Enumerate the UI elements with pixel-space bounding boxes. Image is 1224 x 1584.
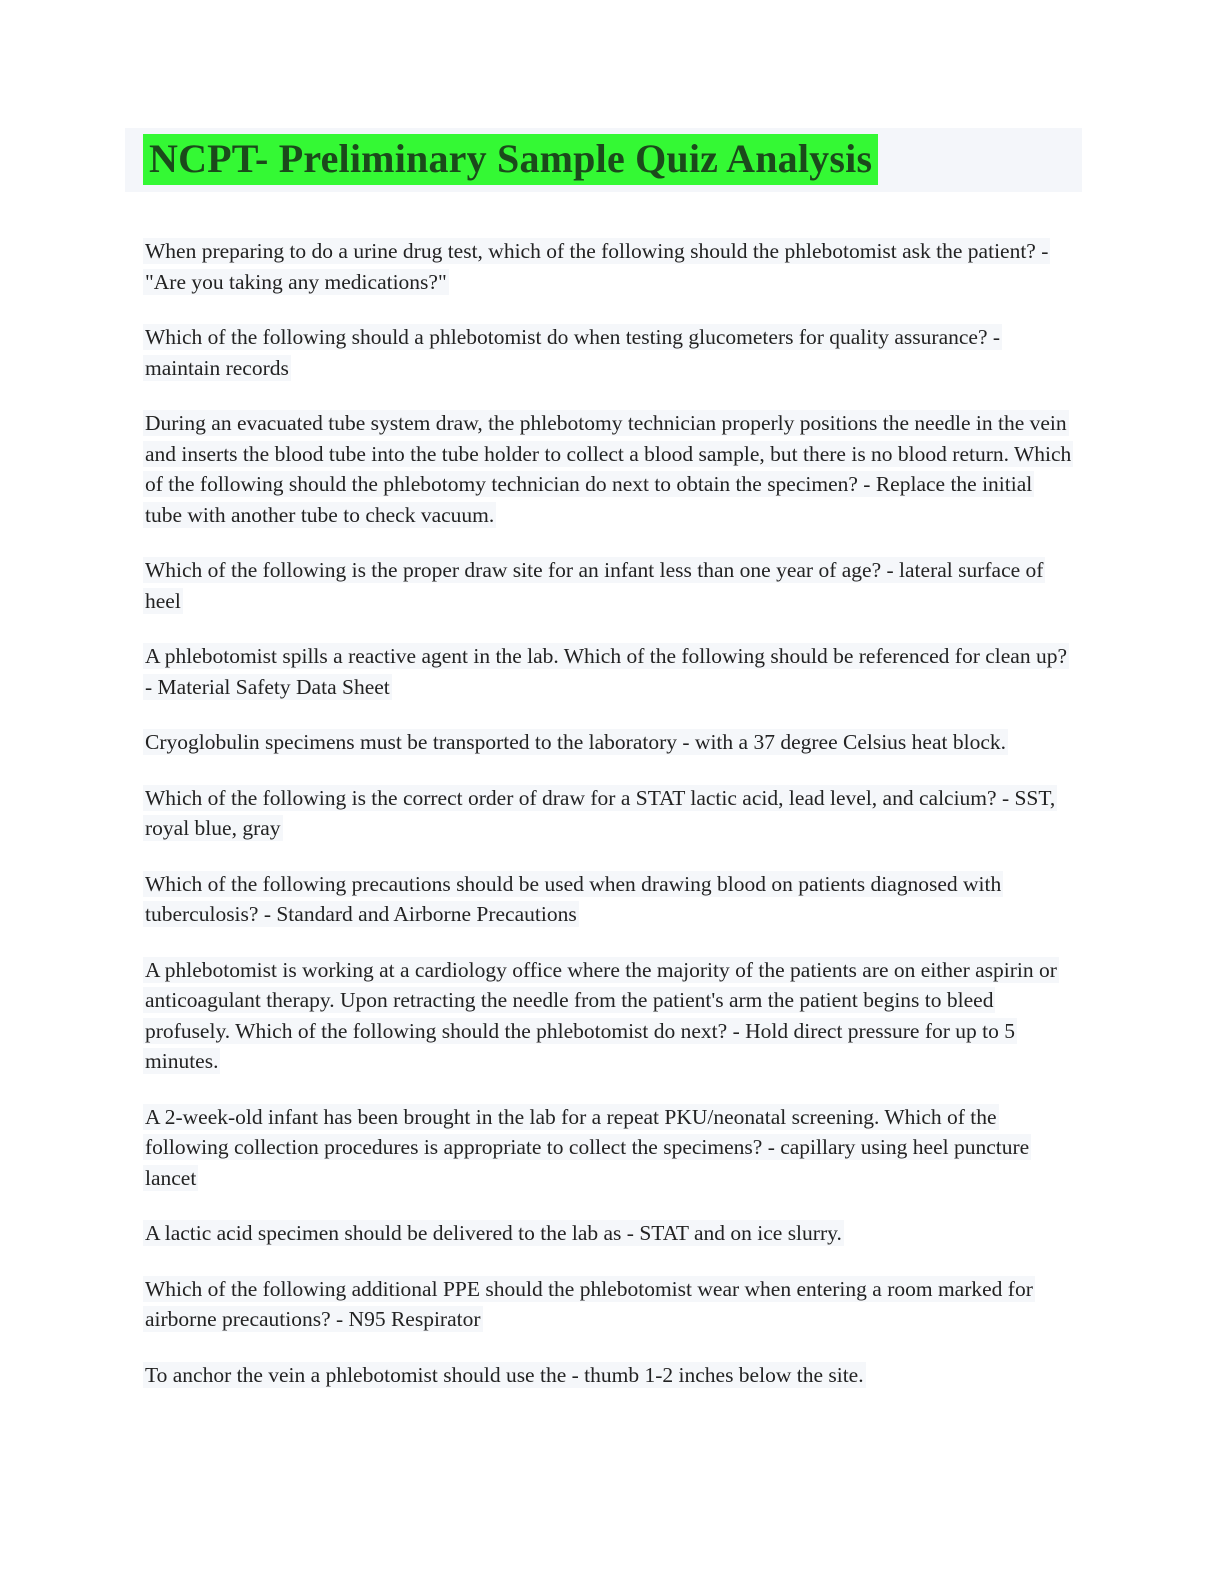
qa-text: A phlebotomist spills a reactive agent in the lab. Which of the following should be referenced for clean up? - Material Safety Data Sheet <box>145 644 1068 699</box>
qa-text: To anchor the vein a phlebotomist should use the - thumb 1-2 inches below the site. <box>145 1362 864 1387</box>
qa-text: Which of the following is the proper draw site for an infant less than one year of age? - lateral surface of heel <box>145 558 1044 613</box>
qa-list <box>143 236 1074 1390</box>
qa-text: When preparing to do a urine drug test, which of the following should the phlebotomist ask the patient? - "Are you taking any medications?" <box>145 239 1049 294</box>
qa-item <box>143 1274 1074 1335</box>
qa-text: Which of the following should a phlebotomist do when testing glucometers for quality assurance? - maintain records <box>145 325 1001 380</box>
qa-item <box>143 641 1074 702</box>
qa-item <box>143 1102 1074 1194</box>
qa-item <box>143 236 1074 297</box>
qa-text: Cryoglobulin specimens must be transported to the laboratory - with a 37 degree Celsius heat block. <box>145 730 1006 755</box>
qa-text: A lactic acid specimen should be delivered to the lab as - STAT and on ice slurry. <box>145 1221 842 1246</box>
qa-text: Which of the following additional PPE should the phlebotomist wear when entering a room marked for airborne precautions? - N95 Respirator <box>145 1276 1033 1332</box>
qa-item <box>143 1360 1074 1391</box>
qa-item <box>143 322 1074 383</box>
qa-item <box>143 869 1074 930</box>
page-title-block <box>143 128 1074 192</box>
qa-item <box>143 783 1074 844</box>
qa-text: A 2-week-old infant has been brought in the lab for a repeat PKU/neonatal screening. Which of the following collection procedures is appropriate to collect the specimens? - capillary using heel puncture lancet <box>145 1104 1030 1190</box>
qa-text: During an evacuated tube system draw, the phlebotomy technician properly positions the needle in the vein and inserts the blood tube into the tube holder to collect a blood sample, but there is no blood return. Which of the following should the phlebotomy technician do next to obtain the specimen? - Replace the initial tube with another tube to check vacuum. <box>145 411 1072 527</box>
qa-text: A phlebotomist is working at a cardiology office where the majority of the patients are on either aspirin or anticoagulant therapy. Upon retracting the needle from the patient's arm the patient begins to bleed profusely. Which of the following should the phlebotomist do next? - Hold direct pressure for up to 5 minutes. <box>145 957 1057 1074</box>
qa-item <box>143 1218 1074 1249</box>
qa-item <box>143 555 1074 616</box>
qa-text: Which of the following precautions should be used when drawing blood on patients diagnosed with tuberculosis? - Standard and Airborne Precautions <box>145 871 1002 927</box>
page-title: NCPT- Preliminary Sample Quiz Analysis <box>143 134 878 185</box>
qa-item <box>143 408 1074 530</box>
qa-item <box>143 727 1074 758</box>
title-background-strip <box>125 128 1082 192</box>
qa-item <box>143 955 1074 1077</box>
qa-text: Which of the following is the correct order of draw for a STAT lactic acid, lead level, and calcium? - SST, royal blue, gray <box>145 785 1056 841</box>
